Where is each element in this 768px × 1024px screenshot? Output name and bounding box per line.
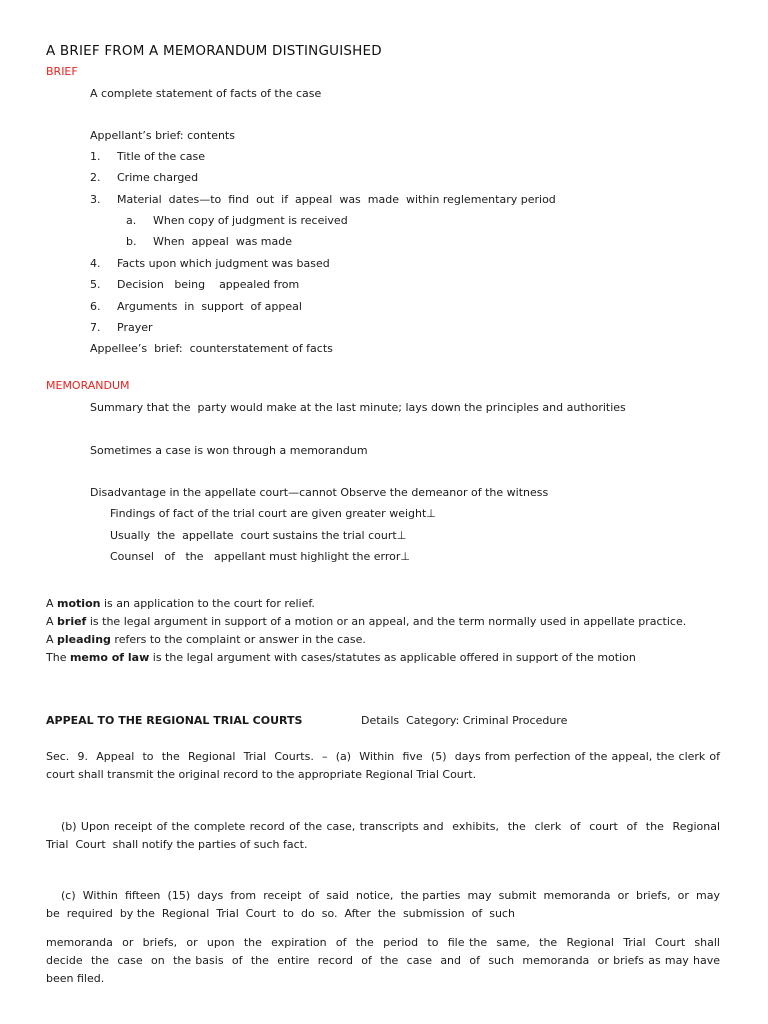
list-item: 1. Title of the case — [90, 150, 206, 163]
definition-motion: A motion is an application to the court for relief. — [46, 597, 315, 610]
sec9-paragraph: Sec. 9. Appeal to the Regional Trial Courts. – (a) Within five (5) days from perfection of the appeal, the clerk of court shall transmit the original record to the appropriate Regional Trial Court. — [46, 750, 724, 781]
paragraph-b: (b) Upon receipt of the complete record of the case, transcripts and exhibits, the clerk of court of the Regional Trial Court shall notify the parties of such fact. — [46, 820, 727, 851]
memo-summary: Summary that the party would make at the last minute; lays down the principles and authorities — [90, 401, 626, 414]
memo-point: Findings of fact of the trial court are given greater weight⊥ — [110, 507, 436, 520]
definition-pleading: A pleading refers to the complaint or answer in the case. — [46, 633, 366, 646]
memorandum-heading: MEMORANDUM — [46, 379, 130, 392]
brief-heading: BRIEF — [46, 65, 78, 78]
memo-disadvantage: Disadvantage in the appellate court—cannot Observe the demeanor of the witness — [90, 486, 549, 499]
memo-sometimes: Sometimes a case is won through a memorandum — [90, 444, 368, 457]
paragraph-c: (c) Within fifteen (15) days from receipt of said notice, the parties may submit memoranda or briefs, or may be required by the Regional Trial Court to do so. After the submission of such — [46, 889, 727, 920]
document-title: A BRIEF FROM A MEMORANDUM DISTINGUISHED — [46, 43, 382, 59]
definition-brief: A brief is the legal argument in support of a motion or an appeal, and the term normally used in appellate practice. — [46, 615, 687, 628]
appellee-brief: Appellee’s brief: counterstatement of facts — [90, 342, 333, 355]
appeal-heading: APPEAL TO THE REGIONAL TRIAL COURTS — [46, 714, 303, 727]
list-item: 4. Facts upon which judgment was based — [90, 257, 330, 270]
details-category: Details Category: Criminal Procedure — [361, 714, 568, 727]
list-item: 7. Prayer — [90, 321, 153, 334]
list-item: 5. Decision being appealed from — [90, 278, 300, 291]
list-item: 2. Crime charged — [90, 171, 199, 184]
brief-statement: A complete statement of facts of the case — [90, 87, 322, 100]
sub-list-item: b. When appeal was made — [126, 235, 293, 248]
paragraph-c-continued: memoranda or briefs, or upon the expiration of the period to file the same, the Regional Trial Court shall decide the case on the basis of the entire record of the case and of such memoranda or briefs as may have been filed. — [46, 936, 727, 985]
list-item: 3. Material dates—to find out if appeal was made within reglementary period — [90, 193, 556, 206]
list-item: 6. Arguments in support of appeal — [90, 300, 302, 313]
memo-point: Usually the appellate court sustains the trial court⊥ — [110, 529, 407, 542]
sub-list-item: a. When copy of judgment is received — [126, 214, 348, 227]
appellant-brief-label: Appellant’s brief: contents — [90, 129, 235, 142]
memo-point: Counsel of the appellant must highlight the error⊥ — [110, 550, 410, 563]
definition-memo-of-law: The memo of law is the legal argument with cases/statutes as applicable offered in support of the motion — [46, 651, 636, 664]
